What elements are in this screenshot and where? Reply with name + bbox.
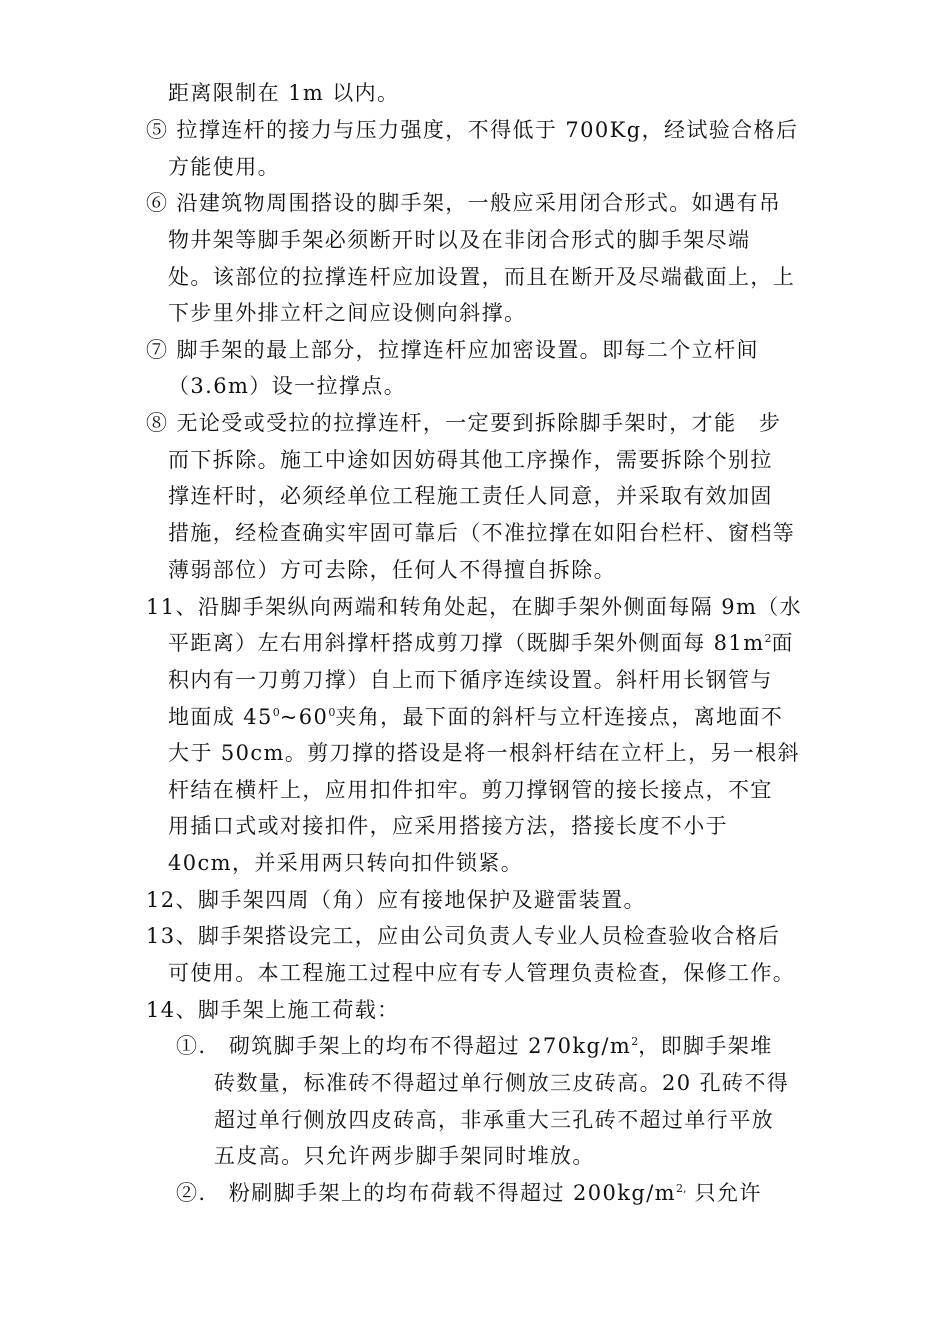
text-line: 处。该部位的拉撑连杆应加设置，而且在断开及尽端截面上，上 (168, 265, 796, 289)
superscript: 2, (676, 1182, 687, 1195)
text-line: 超过单行侧放四皮砖高，非承重大三孔砖不超过单行平放 (214, 1108, 774, 1132)
superscript: 2 (764, 632, 772, 645)
text-line: 杆结在横杆上，应用扣件扣牢。剪刀撑钢管的接长接点，不宜 (168, 778, 773, 802)
text-line: 方能使用。 (168, 155, 280, 179)
text-line: 积内有一刀剪刀撑）自上而下循序连续设置。斜杆用长钢管与 (168, 668, 773, 692)
text-run: ，即脚手架堆 (638, 1034, 773, 1058)
text-line: 用插口式或对接扣件，应采用搭接方法，搭接长度不小于 (168, 814, 728, 838)
text-line: 薄弱部位）方可去除，任何人不得擅自拆除。 (168, 558, 616, 582)
text-line: 五皮高。只允许两步脚手架同时堆放。 (214, 1144, 595, 1168)
text-line: 措施，经检查确实牢固可靠后（不准拉撑在如阳台栏杆、窗档等 (168, 521, 796, 545)
text-line: 大于 50cm。剪刀撑的搭设是将一根斜杆结在立杆上，另一根斜 (168, 741, 801, 765)
text-line: 物井架等脚手架必须断开时以及在非闭合形式的脚手架尽端 (168, 228, 751, 252)
text-line (168, 628, 794, 658)
list-item-7: ⑦ 脚手架的最上部分，拉撑连杆应加密设置。即每二个立杆间 (146, 338, 759, 362)
list-item-8: ⑧ 无论受或受拉的拉撑连杆，一定要到拆除脚手架时，才能 步 (146, 411, 782, 435)
list-item-5: ⑤ 拉撑连杆的接力与压力强度，不得低于 700Kg，经试验合格后 (146, 118, 799, 142)
text-run: 夹角，最下面的斜杆与立杆连接点，离地面不 (335, 705, 784, 729)
superscript: 0 (272, 706, 280, 719)
text-line: 40cm，并采用两只转向扣件锁紧。 (168, 851, 524, 875)
text-run: 面 (771, 631, 794, 655)
text-line: （3.6m）设一拉撑点。 (168, 374, 407, 398)
item-13: 13、脚手架搭设完工，应由公司负责人专业人员检查验收合格后 (146, 924, 781, 948)
text-line (168, 702, 783, 732)
text-line: 下步里外排立杆之间应设侧向斜撑。 (168, 301, 527, 325)
list-item-6: ⑥ 沿建筑物周围搭设的脚手架，一般应采用闭合形式。如遇有吊 (146, 191, 782, 215)
text-line: 砖数量，标准砖不得超过单行侧放三皮砖高。20 孔砖不得 (214, 1071, 790, 1095)
superscript: 2 (631, 1035, 639, 1048)
text-run: 平距离）左右用斜撑杆搭成剪刀撑（既脚手架外侧面每 81m (168, 631, 765, 655)
text-line: 距离限制在 1m 以内。 (168, 81, 400, 105)
sub-item-1 (176, 1031, 773, 1061)
text-line: 而下拆除。施工中途如因妨碍其他工序操作，需要拆除个别拉 (168, 448, 773, 472)
item-14: 14、脚手架上施工荷载： (146, 998, 400, 1022)
item-12: 12、脚手架四周（角）应有接地保护及避雷装置。 (146, 888, 646, 912)
superscript: 0 (328, 706, 336, 719)
sub-item-2 (176, 1178, 762, 1208)
text-run: ②. 粉刷脚手架上的均布荷载不得超过 200kg/m (176, 1181, 676, 1205)
item-11: 11、沿脚手架纵向两端和转角处起，在脚手架外侧面每隔 9m（水 (146, 595, 803, 619)
text-run: 地面成 45 (168, 705, 273, 729)
text-run: ~60 (279, 705, 329, 729)
text-run: ①. 砌筑脚手架上的均布不得超过 270kg/m (176, 1034, 632, 1058)
text-line: 撑连杆时，必须经单位工程施工责任人同意，并采取有效加固 (168, 484, 773, 508)
text-line: 可使用。本工程施工过程中应有专人管理负责检查，保修工作。 (168, 961, 796, 985)
text-run: 只允许 (686, 1181, 762, 1205)
